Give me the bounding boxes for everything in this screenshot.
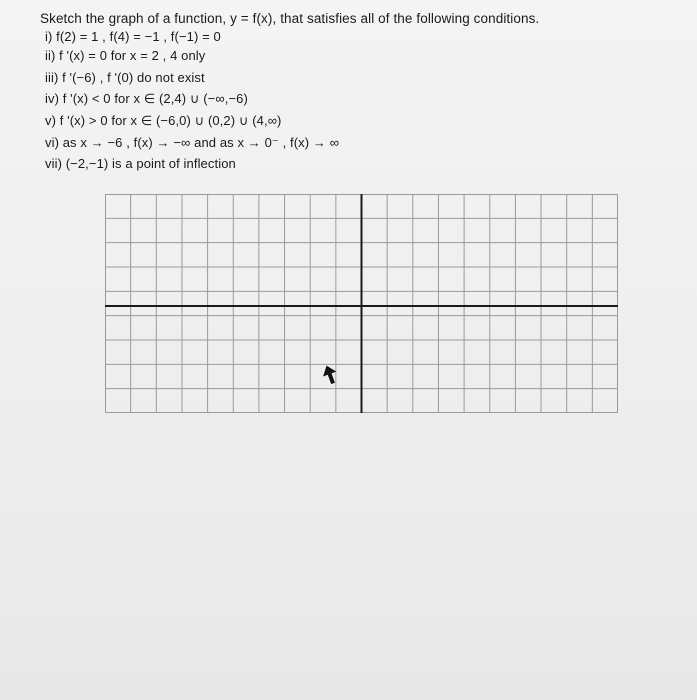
arrow-cursor-icon [322,365,338,390]
condition-5: v) f '(x) > 0 for x ∈ (−6,0) ∪ (0,2) ∪ (4,∞) [45,113,282,128]
condition-2: ii) f '(x) = 0 for x = 2 , 4 only [45,48,206,63]
problem-prompt: Sketch the graph of a function, y = f(x), that satisfies all of the following conditions. [40,11,540,26]
condition-4: iv) f '(x) < 0 for x ∈ (2,4) ∪ (−∞,−6) [45,91,248,106]
condition-1: i) f(2) = 1 , f(4) = −1 , f(−1) = 0 [45,29,221,44]
graph-grid[interactable] [105,194,618,413]
condition-7: vii) (−2,−1) is a point of inflection [45,156,236,171]
graph-grid-svg[interactable] [105,194,618,413]
condition-6: vi) as x → −6 , f(x) → −∞ and as x → 0⁻ , f(x) → ∞ [45,135,340,150]
condition-3: iii) f '(−6) , f '(0) do not exist [45,70,205,85]
